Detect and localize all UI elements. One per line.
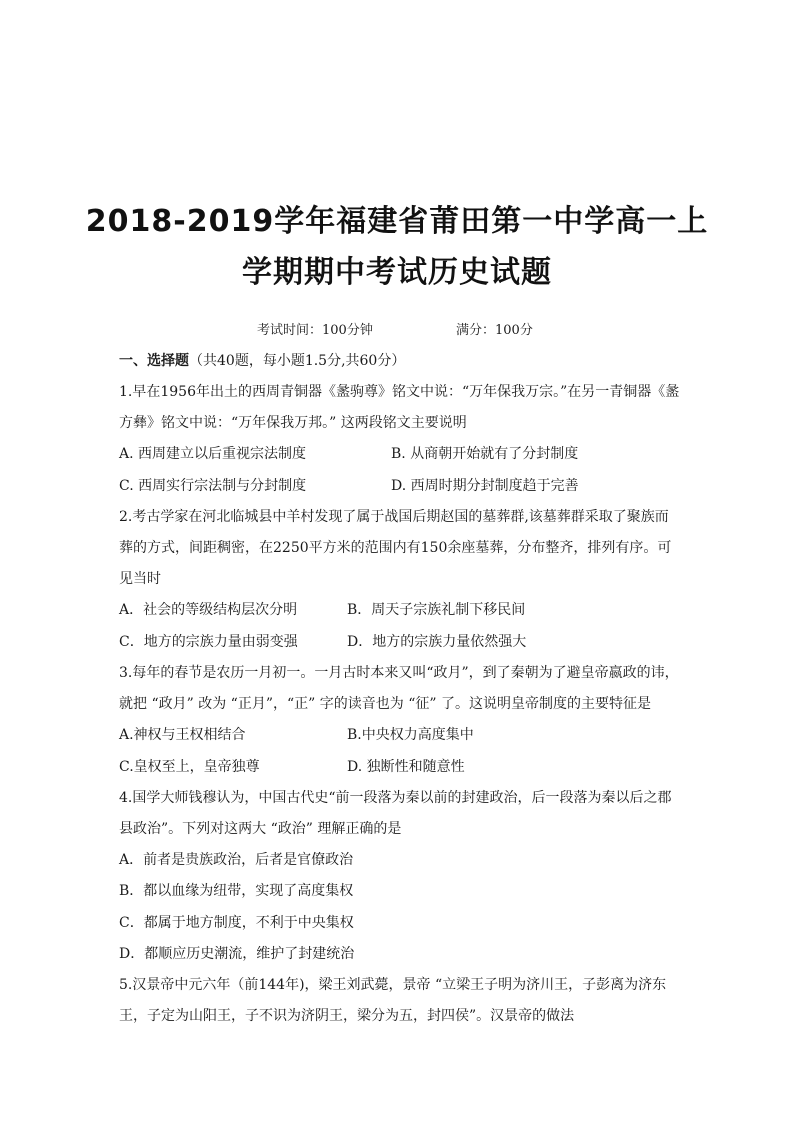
- exam-title-line-1: 2018-2019学年福建省莆田第一中学高一上: [85, 204, 709, 239]
- q2-line-3: 见当时: [119, 571, 161, 587]
- q1-line-2: 方彝》铭文中说：“万年保我万邦。” 这两段铭文主要说明: [119, 415, 467, 431]
- q3-option-c: C.皇权至上，皇帝独尊: [119, 759, 260, 775]
- q4-option-c: C．都属于地方制度，不利于中央集权: [119, 915, 354, 931]
- q2-option-d: D．地方的宗族力量依然强大: [347, 634, 527, 650]
- q4-line-1: 4.国学大师钱穆认为，中国古代史“前一段落为秦以前的封建政治，后一段落为秦以后之郡: [119, 790, 672, 806]
- exam-time: 考试时间：100分钟: [257, 323, 373, 338]
- q3-line-2: 就把 “政月” 改为 “正月”，“正” 字的读音也为 “征” 了。这说明皇帝制度的主要特征是: [119, 696, 651, 712]
- q2-line-1: 2.考古学家在河北临城县中羊村发现了属于战国后期赵国的墓葬群,该墓葬群采取了聚族而: [119, 509, 669, 525]
- q2-line-2: 葬的方式，间距稠密，在2250平方米的范围内有150余座墓葬，分布整齐，排列有序。可: [119, 540, 672, 556]
- exam-title-line-2: 学期期中考试历史试题: [242, 255, 552, 290]
- exam-score: 满分：100分: [456, 323, 533, 338]
- section-note: （共40题，每小题1.5分,共60分）: [189, 353, 406, 369]
- q2-option-c: C．地方的宗族力量由弱变强: [119, 634, 298, 650]
- q4-option-b: B．都以血缘为纽带，实现了高度集权: [119, 883, 354, 899]
- q1-option-d: D. 西周时期分封制度趋于完善: [391, 478, 579, 494]
- q1-option-b: B. 从商朝开始就有了分封制度: [391, 446, 579, 462]
- section-heading-row: [119, 351, 405, 371]
- q1-line-1: 1.早在1956年出土的西周青铜器《盠驹尊》铭文中说：“万年保我万宗。”在另一青铜器《盠: [119, 384, 680, 400]
- q3-option-a: A.神权与王权相结合: [119, 727, 246, 743]
- q1-option-a: A. 西周建立以后重视宗法制度: [119, 446, 307, 462]
- q2-option-a: A．社会的等级结构层次分明: [119, 602, 298, 618]
- q3-line-1: 3.每年的春节是农历一月初一。一月古时本来又叫“政月”，到了秦朝为了避皇帝嬴政的讳，: [119, 665, 679, 681]
- q3-option-b: B.中央权力高度集中: [347, 727, 474, 743]
- q3-option-d: D. 独断性和随意性: [347, 759, 465, 775]
- q1-option-c: C. 西周实行宗法制与分封制度: [119, 478, 307, 494]
- q4-option-d: D．都顺应历史潮流，维护了封建统治: [119, 946, 355, 962]
- q4-option-a: A．前者是贵族政治，后者是官僚政治: [119, 852, 354, 868]
- section-heading: 一、选择题: [119, 353, 189, 369]
- q4-line-2: 县政治”。下列对这两大 “政治” 理解正确的是: [119, 821, 402, 837]
- q5-line-2: 王，子定为山阳王，子不识为济阴王，梁分为五，封四侯”。汉景帝的做法: [119, 1008, 575, 1024]
- q2-option-b: B．周天子宗族礼制下移民间: [347, 602, 526, 618]
- q5-line-1: 5.汉景帝中元六年（前144年)，梁王刘武薨，景帝 “立梁王子明为济川王，子彭离为济东: [119, 977, 667, 993]
